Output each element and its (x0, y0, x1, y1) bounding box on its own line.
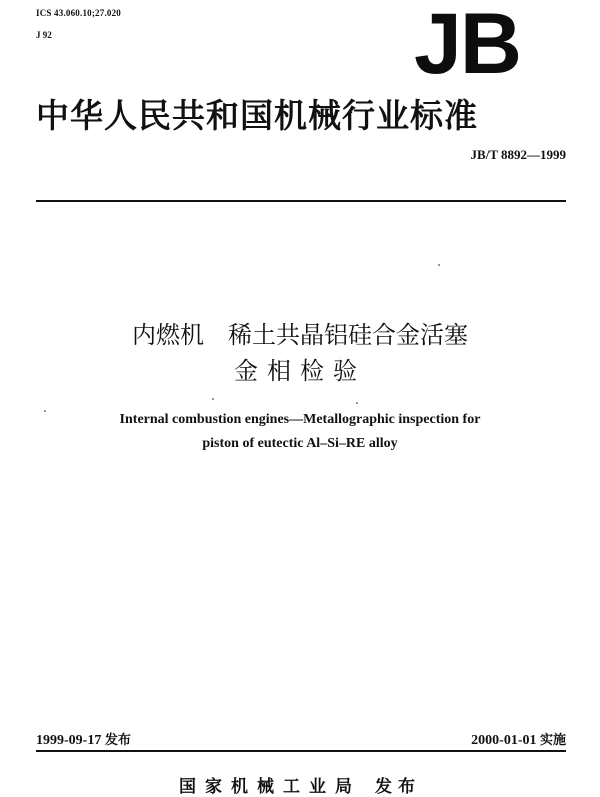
implementation-date: 2000-01-01 (471, 733, 537, 748)
implementation-date-block (360, 729, 566, 749)
bottom-divider (36, 750, 566, 752)
scan-speck (212, 398, 214, 400)
publisher-name: 国家机械工业局 (179, 777, 361, 797)
issue-label: 发布 (104, 733, 131, 748)
top-divider (36, 200, 566, 202)
scan-speck (438, 264, 440, 266)
classification-code: J 92 (36, 30, 52, 40)
chinese-title-line-1: 内燃机 稀土共晶铝硅合金活塞 (132, 321, 468, 349)
scan-speck (356, 402, 358, 404)
chinese-title-line-2: 金相检验 (234, 357, 366, 385)
issue-date: 1999-09-17 (36, 733, 102, 748)
scan-speck (44, 410, 46, 412)
standard-code: JB/T 8892—1999 (470, 147, 566, 162)
issue-date-block (36, 729, 131, 749)
publisher-action: 发布 (375, 777, 421, 797)
standard-category-title: 中华人民共和国机械行业标准 (36, 96, 478, 135)
english-title-line-2: piston of eutectic Al–Si–RE alloy (202, 436, 398, 451)
jb-logo: JB (414, 0, 520, 92)
publisher-line (0, 772, 600, 797)
ics-code: ICS 43.060.10;27.020 (36, 8, 122, 18)
implementation-label: 实施 (539, 733, 566, 748)
english-title-line-1: Internal combustion engines—Metallographic inspection for (119, 412, 481, 427)
